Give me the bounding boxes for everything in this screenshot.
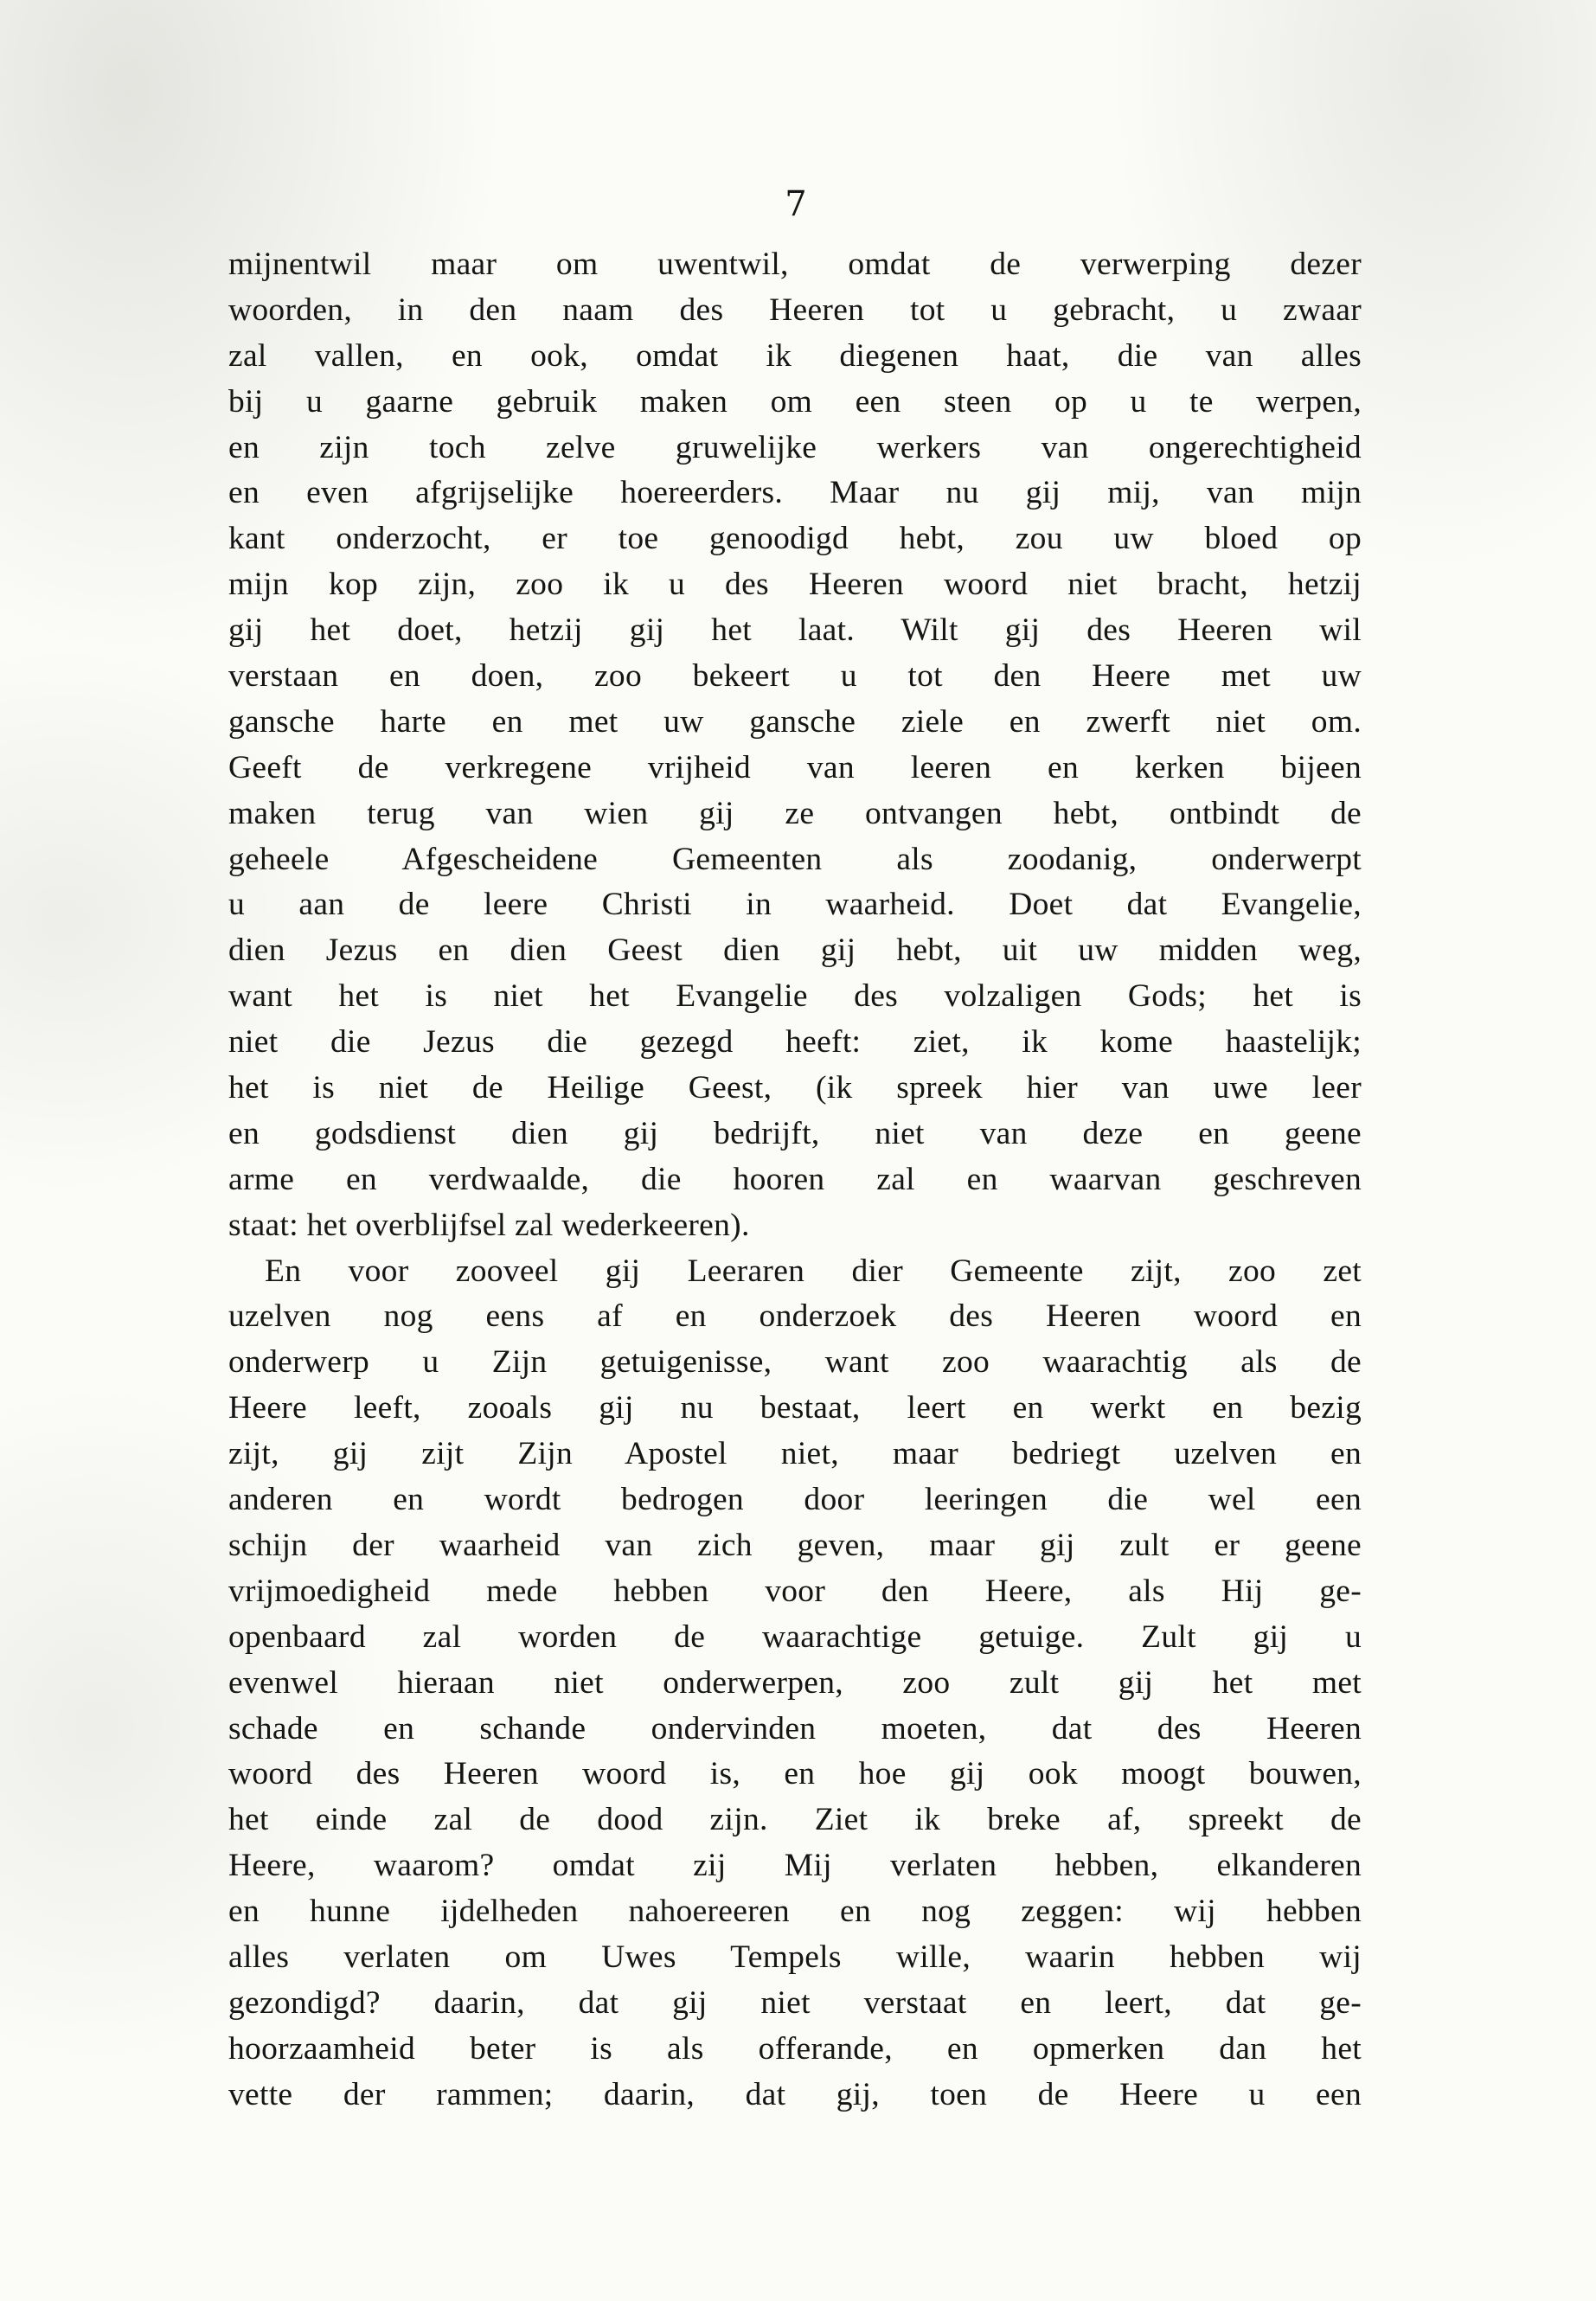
text-line: hoorzaamheid beter is als offerande, en opmerken dan het [228,2030,1362,2067]
text-line: geheele Afgescheidene Gemeenten als zoodanig, onderwerpt [228,841,1362,877]
text-line: gij het doet, hetzij gij het laat. Wilt gij des Heeren wil [228,612,1362,649]
text-line: en hunne ijdelheden nahoereeren en nog zeggen: wij hebben [228,1894,1362,1930]
text-line: En voor zooveel gij Leeraren dier Gemeente zijt, zoo zet [265,1253,1362,1289]
text-line: verstaan en doen, zoo bekeert u tot den Heere met uw [228,658,1362,695]
text-line: maken terug van wien gij ze ontvangen hebt, ontbindt de [228,795,1362,831]
text-line: Geeft de verkregene vrijheid van leeren en kerken bijeen [228,749,1362,785]
page-number: 7 [785,184,807,224]
text-line: Heere, waarom? omdat zij Mij verlaten hebben, elkanderen [228,1848,1362,1884]
text-line: niet die Jezus die gezegd heeft: ziet, ik kome haastelijk; [228,1024,1362,1061]
text-line: alles verlaten om Uwes Tempels wille, waarin hebben wij [228,1939,1362,1975]
text-line: dien Jezus en dien Geest dien gij hebt, uit uw midden weg, [228,933,1362,969]
text-line: openbaard zal worden de waarachtige getuige. Zult gij u [228,1618,1362,1655]
text-line: zijt, gij zijt Zijn Apostel niet, maar bedriegt uzelven en [228,1436,1362,1472]
text-line: het is niet de Heilige Geest, (ik spreek hier van uwe leer [228,1070,1362,1106]
text-line: woord des Heeren woord is, en hoe gij ook moogt bouwen, [228,1756,1362,1792]
text-line: kant onderzocht, er toe genoodigd hebt, zou uw bloed op [228,521,1362,557]
text-line: gezondigd? daarin, dat gij niet verstaat en leert, dat ge- [228,1984,1362,2021]
text-line: staat: het overblijfsel zal wederkeeren). [228,1207,750,1243]
text-line: gansche harte en met uw gansche ziele en zwerft niet om. [228,703,1362,740]
text-line: vrijmoedigheid mede hebben voor den Heere, als Hij ge- [228,1573,1362,1609]
text-line: mijnentwil maar om uwentwil, omdat de verwerping dezer [228,247,1362,282]
text-line: en godsdienst dien gij bedrijft, niet van deze en geene [228,1115,1362,1151]
body-text [228,242,1362,2118]
text-line: en even afgrijselijke hoereerders. Maar nu gij mij, van mijn [228,475,1362,511]
text-line: schade en schande ondervinden moeten, dat des Heeren [228,1710,1362,1747]
text-line: schijn der waarheid van zich geven, maar gij zult er geene [228,1527,1362,1563]
text-line: vette der rammen; daarin, dat gij, toen de Heere u een [228,2076,1362,2112]
text-line: u aan de leere Christi in waarheid. Doet dat Evangelie, [228,887,1362,923]
text-line: uzelven nog eens af en onderzoek des Heeren woord en [228,1298,1362,1335]
text-line: arme en verdwaalde, die hooren zal en waarvan geschreven [228,1161,1362,1197]
text-line: bij u gaarne gebruik maken om een steen op u te werpen, [228,383,1362,420]
text-line: onderwerp u Zijn getuigenisse, want zoo waarachtig als de [228,1344,1362,1381]
text-line: mijn kop zijn, zoo ik u des Heeren woord niet bracht, hetzij [228,567,1362,603]
text-line: het einde zal de dood zijn. Ziet ik breke af, spreekt de [228,1802,1362,1838]
text-line: zal vallen, en ook, omdat ik diegenen haat, die van alles [228,337,1362,374]
text-line: en zijn toch zelve gruwelijke werkers van ongerechtigheid [228,429,1362,465]
text-line: evenwel hieraan niet onderwerpen, zoo zult gij het met [228,1664,1362,1701]
text-line: want het is niet het Evangelie des volzaligen Gods; het is [228,978,1362,1015]
text-line: woorden, in den naam des Heeren tot u gebracht, u zwaar [228,292,1362,328]
text-line: Heere leeft, zooals gij nu bestaat, leert en werkt en bezig [228,1390,1362,1426]
text-line: anderen en wordt bedrogen door leeringen die wel een [228,1482,1362,1518]
